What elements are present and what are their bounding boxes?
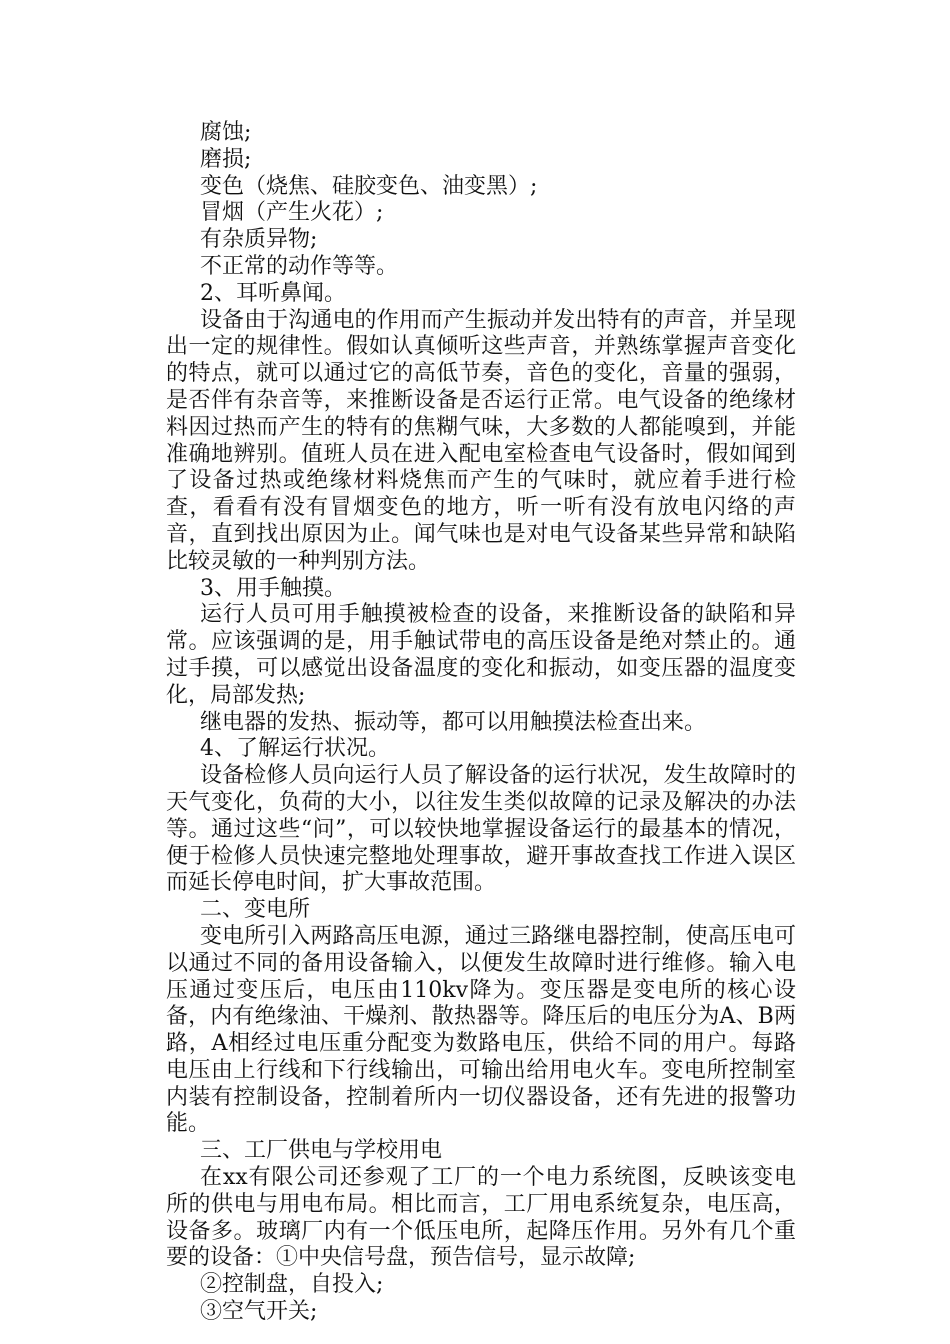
paragraph: ②控制盘，自投入; bbox=[200, 1272, 384, 1298]
document-body bbox=[166, 120, 796, 1326]
paragraph: 不正常的动作等等。 bbox=[200, 253, 399, 279]
paragraph: 变电所引入两路高压电源，通过三路继电器控制，使高压电可以通过不同的备用设备输入，以便发生故障时进行维修。输入电压通过变压后，电压由110kv降为。变压器是变电所的核心设备，内有绝缘油、干燥剂、散热器等。降压后的电压分为A、B两路，A相经过电压重分配变为数路电压，供给不同的用户。每路电压由上行线和下行线输出，可输出给用电火车。变电所控制室内装有控制设备，控制着所内一切仪器设备，还有先进的报警功能。 bbox=[166, 923, 796, 1137]
section-heading: 二、变电所 bbox=[200, 897, 311, 923]
paragraph: 设备检修人员向运行人员了解设备的运行状况，发生故障时的天气变化，负荷的大小，以往发生类似故障的记录及解决的办法等。通过这些“问”，可以较快地掌握设备运行的最基本的情况，便于检修人员快速完整地处理事故，避开事故查找工作进入误区而延长停电时间，扩大事故范围。 bbox=[166, 763, 796, 896]
paragraph: 有杂质异物; bbox=[200, 227, 318, 253]
paragraph: 在xx有限公司还参观了工厂的一个电力系统图，反映该变电所的供电与用电布局。相比而言，工厂用电系统复杂，电压高，设备多。玻璃厂内有一个低压电所，起降压作用。另外有几个重要的设备：①中央信号盘，预告信号，显示故障; bbox=[166, 1165, 796, 1271]
paragraph: 继电器的发热、振动等，都可以用触摸法检查出来。 bbox=[200, 709, 707, 735]
paragraph: 运行人员可用手触摸被检查的设备，来推断设备的缺陷和异常。应该强调的是，用手触试带电的高压设备是绝对禁止的。通过手摸，可以感觉出设备温度的变化和振动，如变压器的温度变化，局部发热; bbox=[166, 602, 796, 708]
section-heading: 3、用手触摸。 bbox=[200, 575, 346, 601]
paragraph: 变色（烧焦、硅胶变色、油变黑）; bbox=[200, 173, 538, 199]
paragraph: 冒烟（产生火花）; bbox=[200, 200, 384, 226]
paragraph: 磨损; bbox=[200, 146, 252, 172]
section-heading: 三、工厂供电与学校用电 bbox=[200, 1138, 443, 1164]
paragraph: 腐蚀; bbox=[200, 120, 252, 145]
paragraph: 设备由于沟通电的作用而产生振动并发出特有的声音，并呈现出一定的规律性。假如认真倾听这些声音，并熟练掌握声音变化的特点，就可以通过它的高低节奏，音色的变化，音量的强弱，是否伴有杂音等，来推断设备是否运行正常。电气设备的绝缘材料因过热而产生的特有的焦糊气味，大多数的人都能嗅到，并能准确地辨别。值班人员在进入配电室检查电气设备时，假如闻到了设备过热或绝缘材料烧焦而产生的气味时，就应着手进行检查，看看有没有冒烟变色的地方，听一听有没有放电闪络的声音，直到找出原因为止。闻气味也是对电气设备某些异常和缺陷比较灵敏的一种判别方法。 bbox=[166, 307, 796, 574]
paragraph: ③空气开关; bbox=[200, 1299, 318, 1325]
section-heading: 4、了解运行状况。 bbox=[200, 736, 390, 762]
section-heading: 2、耳听鼻闻。 bbox=[200, 280, 346, 306]
